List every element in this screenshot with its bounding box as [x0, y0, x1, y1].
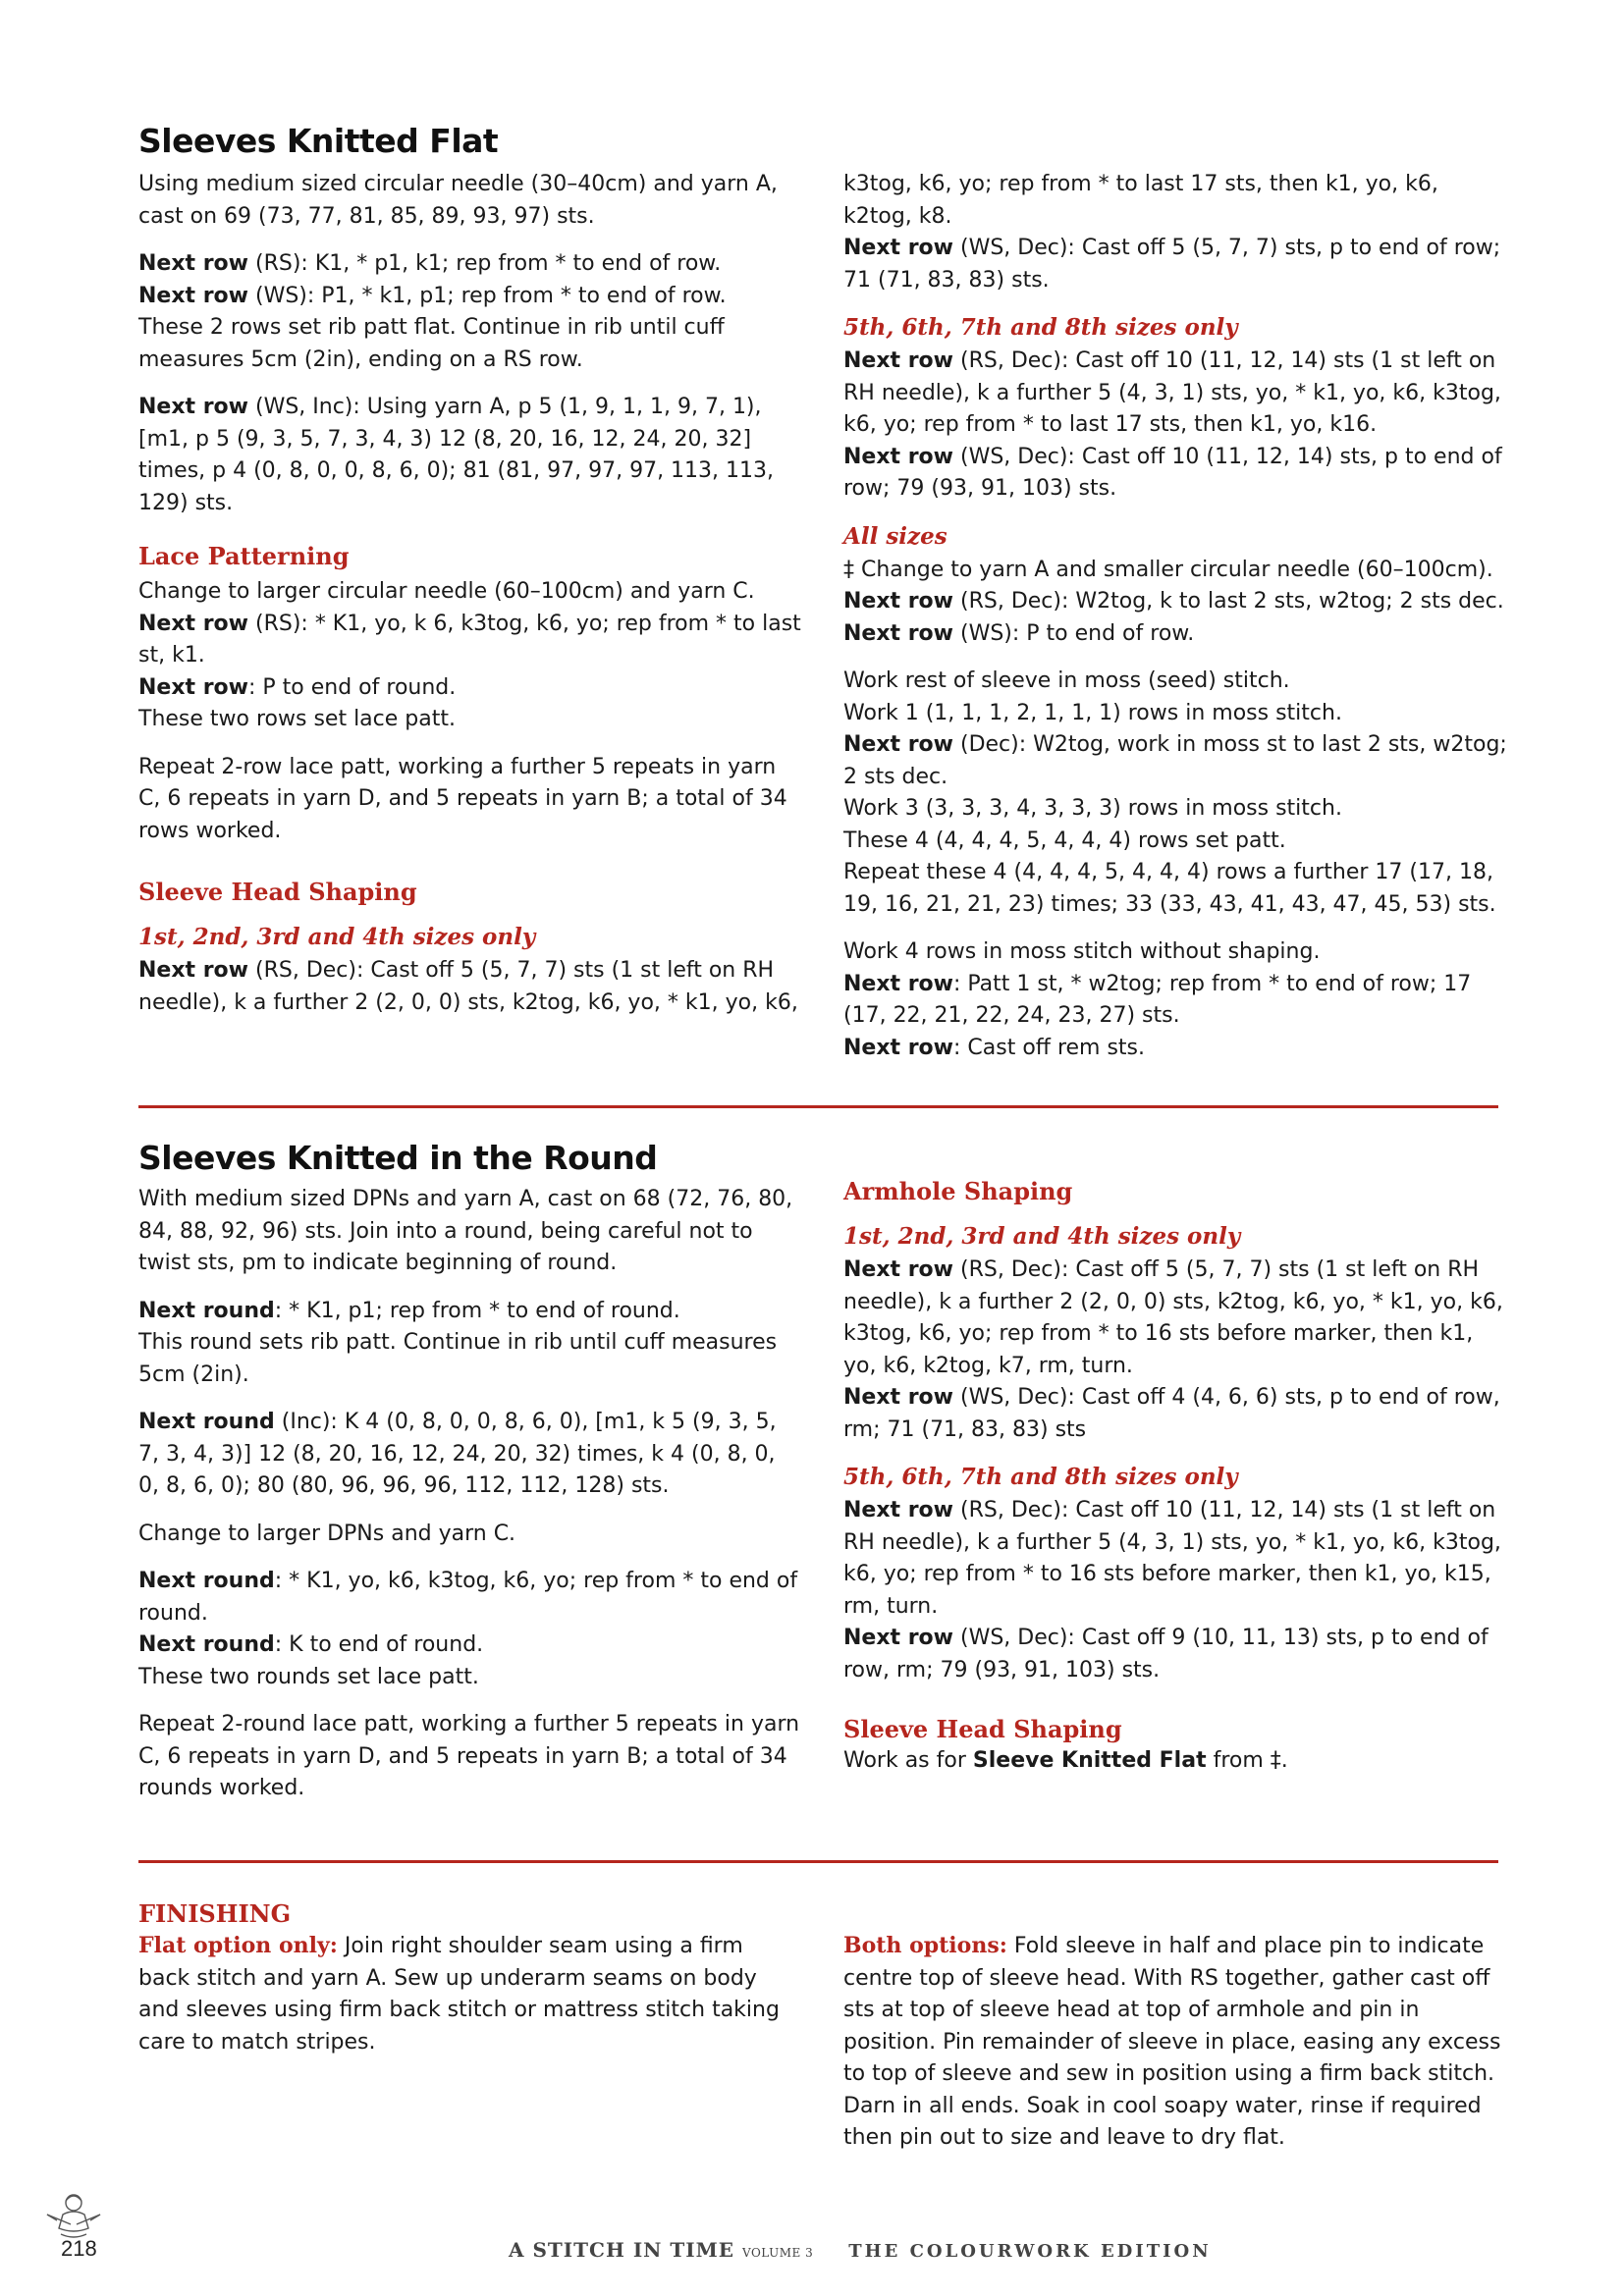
paragraph: Next row (RS, Dec): Cast off 5 (5, 7, 7) sts (1 st left on RH needle), k a further 2 (2, 0, 0) sts, k2tog, k6, yo, * k1, yo, k6, k3tog, k6, yo; rep from * to 16 sts before marker, then k1, yo, k6, k2tog, k7, rm, turn. [843, 1257, 1503, 1378]
paragraph: Next row (RS, Dec): Cast off 5 (5, 7, 7) sts (1 st left on RH needle), k a further 2 (2, 0, 0) sts, k2tog, k6, yo, * k1, yo, k6, [138, 958, 798, 1015]
paragraph: Next row (RS, Dec): Cast off 10 (11, 12, 14) sts (1 st left on RH needle), k a further 5 (4, 3, 1) sts, yo, * k1, yo, k6, k3tog, k6, yo; rep from * to last 17 sts, then k1, yo, k16. [843, 348, 1501, 437]
column-right [843, 169, 1511, 1080]
paragraph: These 2 rows set rib patt flat. Continue in rib until cuff measures 5cm (2in), ending on a RS row. [138, 315, 725, 372]
paragraph: Work 1 (1, 1, 1, 2, 1, 1, 1) rows in moss stitch. [843, 700, 1342, 725]
column-right [843, 1176, 1511, 1793]
paragraph: Work rest of sleeve in moss (seed) stitch. [843, 668, 1290, 693]
subheading-sleeve-head: Sleeve Head Shaping [138, 878, 417, 906]
paragraph: Work as for Sleeve Knitted Flat from ‡. [843, 1748, 1288, 1773]
paragraph: k3tog, k6, yo; rep from * to last 17 sts, then k1, yo, k6, k2tog, k8. [843, 172, 1438, 229]
knitter-mascot-icon [43, 2191, 104, 2242]
paragraph: Next row (RS, Dec): Cast off 10 (11, 12, 14) sts (1 st left on RH needle), k a further 5 (4, 3, 1) sts, yo, * k1, yo, k6, k3tog, k6, yo; rep from * to 16 sts before marker, then k1, yo, k15, rm, turn. [843, 1498, 1501, 1619]
paragraph: These two rounds set lace patt. [138, 1664, 479, 1689]
page-footer [0, 2230, 1624, 2269]
column-left [138, 169, 801, 1035]
paragraph: These two rows set lace patt. [138, 707, 456, 731]
paragraph: Repeat these 4 (4, 4, 4, 5, 4, 4, 4) rows a further 17 (17, 18, 19, 16, 21, 21, 23) times; 33 (33, 43, 41, 43, 47, 45, 53) sts. [843, 860, 1496, 917]
column-left [138, 1184, 801, 1821]
subheading-sizes: 5th, 6th, 7th and 8th sizes only [843, 314, 1238, 341]
column-left [138, 1898, 801, 2074]
paragraph: Next round: * K1, yo, k6, k3tog, k6, yo; rep from * to end of round. [138, 1569, 798, 1626]
paragraph: Next round (Inc): K 4 (0, 8, 0, 0, 8, 6, 0), [m1, k 5 (9, 3, 5, 7, 3, 4, 3)] 12 (8, 20, 16, 12, 24, 20, 32) times, k 4 (0, 8, 0, 0, 8, 6, 0); 80 (80, 96, 96, 96, 112, 112, 128) sts. [138, 1410, 777, 1498]
paragraph: Using medium sized circular needle (30–40cm) and yarn A, cast on 69 (73, 77, 81, 85, 89, 93, 97) sts. [138, 172, 778, 229]
paragraph: Next row: Cast off rem sts. [843, 1035, 1146, 1060]
subheading-all-sizes: All sizes [843, 522, 947, 550]
paragraph: Next row (RS): K1, * p1, k1; rep from * to end of row. [138, 251, 722, 276]
paragraph: Next row (WS, Dec): Cast off 4 (4, 6, 6) sts, p to end of row, rm; 71 (71, 83, 83) sts [843, 1385, 1500, 1442]
paragraph: Change to larger DPNs and yarn C. [138, 1521, 516, 1546]
paragraph: Next round: * K1, p1; rep from * to end of round. [138, 1298, 680, 1323]
subheading-sleeve-head: Sleeve Head Shaping [843, 1715, 1122, 1743]
subheading-sizes: 1st, 2nd, 3rd and 4th sizes only [843, 1223, 1241, 1250]
paragraph: Next row (WS, Dec): Cast off 5 (5, 7, 7) sts, p to end of row; 71 (71, 83, 83) sts. [843, 236, 1501, 293]
paragraph: Next round: K to end of round. [138, 1632, 484, 1657]
paragraph: Both options: Fold sleeve in half and place pin to indicate centre top of sleeve head. With RS together, gather cast off sts at top of sleeve head at top of armhole and pin in position. Pin remainder of sleeve in place, easing any excess to top of sleeve and sew in position using a firm back stitch. Darn in all ends. Soak in cool soapy water, rinse if required then pin out to size and leave to dry flat. [843, 1933, 1501, 2150]
page-number: 218 [61, 2236, 97, 2261]
section-divider [138, 1860, 1498, 1863]
paragraph: Next row (WS, Dec): Cast off 9 (10, 11, 13) sts, p to end of row, rm; 79 (93, 91, 103) sts. [843, 1626, 1489, 1682]
paragraph: Next row: P to end of round. [138, 674, 457, 700]
subheading-armhole: Armhole Shaping [843, 1177, 1073, 1205]
section-divider [138, 1105, 1498, 1108]
column-right [843, 1930, 1511, 2170]
paragraph: Flat option only: Join right shoulder seam using a firm back stitch and yarn A. Sew up underarm seams on body and sleeves using firm back stitch or mattress stitch taking care to match stripes. [138, 1933, 780, 2055]
paragraph: Next row (RS, Dec): W2tog, k to last 2 sts, w2tog; 2 sts dec. [843, 589, 1504, 614]
paragraph: Next row (WS, Dec): Cast off 10 (11, 12, 14) sts, p to end of row; 79 (93, 91, 103) sts. [843, 444, 1502, 501]
paragraph: With medium sized DPNs and yarn A, cast on 68 (72, 76, 80, 84, 88, 92, 96) sts. Join into a round, being careful not to twist sts, pm to indicate beginning of round. [138, 1187, 793, 1275]
section-title-flat: Sleeves Knitted Flat [138, 122, 499, 160]
paragraph: Next row: Patt 1 st, * w2tog; rep from * to end of row; 17 (17, 22, 21, 22, 24, 23, 27) sts. [843, 971, 1472, 1028]
subheading-lace: Lace Patterning [138, 542, 350, 570]
paragraph: Next row (WS): P to end of row. [843, 620, 1195, 646]
section-title-round: Sleeves Knitted in the Round [138, 1139, 658, 1177]
paragraph: Next row (RS): * K1, yo, k 6, k3tog, k6, yo; rep from * to last st, k1. [138, 611, 801, 667]
paragraph: This round sets rib patt. Continue in rib until cuff measures 5cm (2in). [138, 1330, 778, 1387]
paragraph: ‡ Change to yarn A and smaller circular needle (60–100cm). [843, 557, 1493, 582]
subheading-sizes: 1st, 2nd, 3rd and 4th sizes only [138, 924, 536, 950]
paragraph: Next row (WS, Inc): Using yarn A, p 5 (1, 9, 1, 1, 9, 7, 1), [m1, p 5 (9, 3, 5, 7, 3, 4, 3) 12 (8, 20, 16, 12, 24, 20, 32] times, p 4 (0, 8, 0, 0, 8, 6, 0); 81 (81, 97, 97, 97, 113, 113, 129) sts. [138, 395, 775, 515]
footer-brand: A STITCH IN TIME VOLUME 3 THE COLOURWORK EDITION [509, 2238, 1212, 2262]
subheading-finishing: FINISHING [138, 1899, 292, 1928]
paragraph: Next row (Dec): W2tog, work in moss st to last 2 sts, w2tog; 2 sts dec. [843, 732, 1507, 789]
paragraph: Change to larger circular needle (60–100cm) and yarn C. [138, 579, 755, 604]
paragraph: Repeat 2-round lace patt, working a further 5 repeats in yarn C, 6 repeats in yarn D, and 5 repeats in yarn B; a total of 34 rounds worked. [138, 1712, 800, 1800]
paragraph: These 4 (4, 4, 4, 5, 4, 4, 4) rows set patt. [843, 828, 1286, 853]
paragraph: Work 4 rows in moss stitch without shaping. [843, 939, 1321, 964]
paragraph: Repeat 2-row lace patt, working a further 5 repeats in yarn C, 6 repeats in yarn D, and 5 repeats in yarn B; a total of 34 rows worked. [138, 754, 787, 843]
paragraph: Next row (WS): P1, * k1, p1; rep from * to end of row. [138, 283, 727, 308]
paragraph: Work 3 (3, 3, 3, 4, 3, 3, 3) rows in moss stitch. [843, 796, 1342, 821]
subheading-sizes: 5th, 6th, 7th and 8th sizes only [843, 1464, 1238, 1490]
